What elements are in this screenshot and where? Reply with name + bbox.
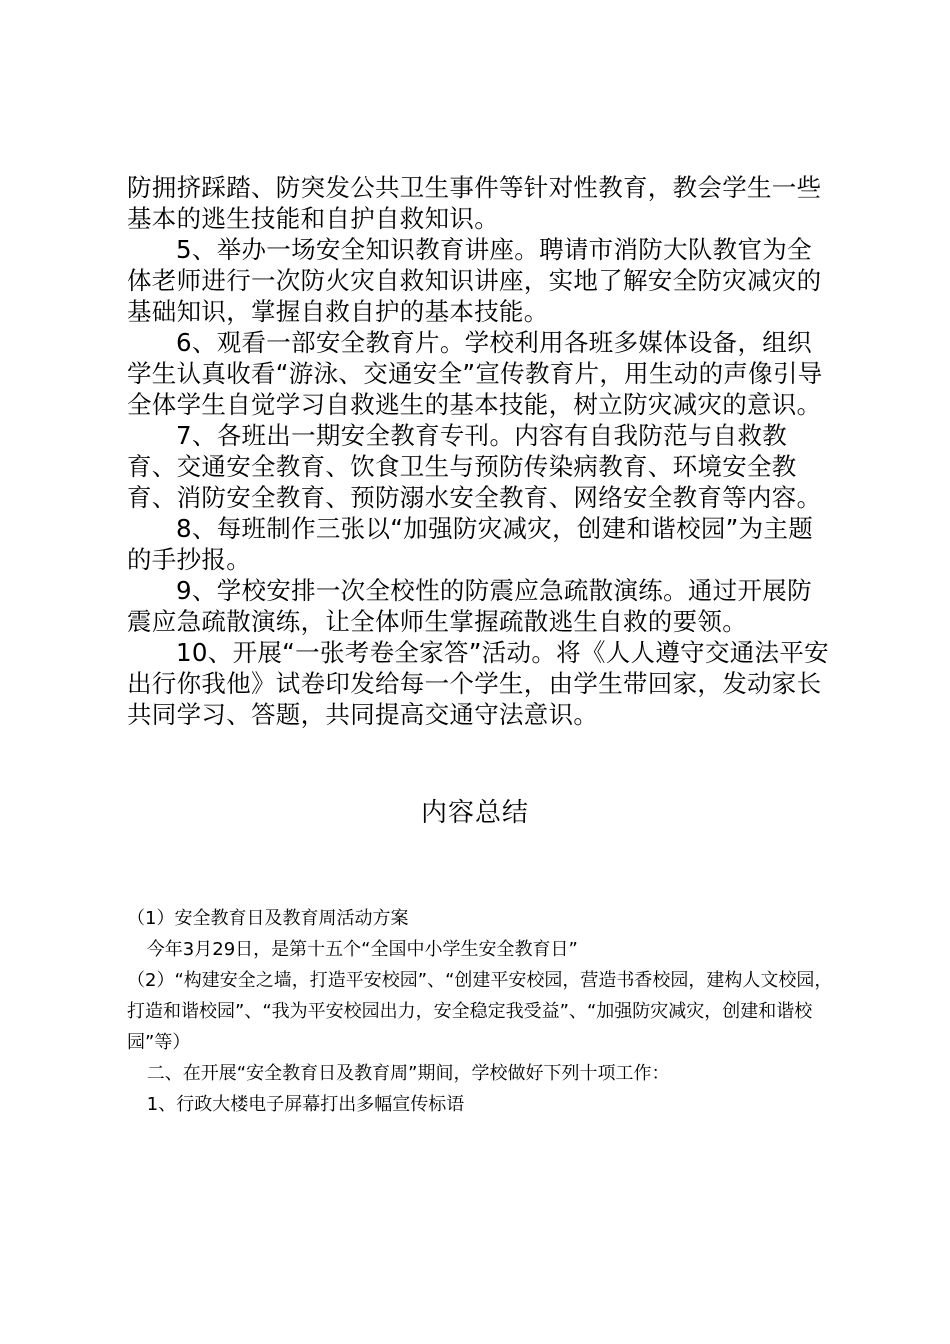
paragraph-item-8: 8、每班制作三张以“加强防灾减灾，创建和谐校园”为主题的手抄报。 bbox=[127, 514, 814, 574]
paragraph-item-9: 9、学校安排一次全校性的防震应急疏散演练。通过开展防震应急疏散演练，让全体师生掌握疏散逃生自救的要领。 bbox=[127, 576, 812, 636]
summary-line-2: 今年3月29日，是第十五个“全国中小学生安全教育日” bbox=[146, 939, 578, 960]
paragraph-item-10: 10、开展“一张考卷全家答”活动。将《人人遵守交通法平安出行你我他》试卷印发给每一个学生，由学生带回家，发动家长共同学习、答题，共同提高交通守法意识。 bbox=[127, 638, 829, 729]
summary-line-5: 1、行政大楼电子屏幕打出多幅宣传标语 bbox=[146, 1094, 465, 1115]
summary-section bbox=[127, 903, 835, 1120]
summary-line-4: 二、在开展“安全教育日及教育周”期间，学校做好下列十项工作： bbox=[146, 1063, 670, 1084]
paragraph-item-5: 5、举办一场安全知识教育讲座。聘请市消防大队教官为全体老师进行一次防火灾自救知识讲座，实地了解安全防灾减灾的基础知识，掌握自救自护的基本技能。 bbox=[127, 235, 822, 326]
paragraph-continuation: 防拥挤踩踏、防突发公共卫生事件等针对性教育，教会学生一些基本的逃生技能和自护自救知识。 bbox=[127, 173, 822, 233]
summary-line-1: （1）安全教育日及教育周活动方案 bbox=[127, 908, 409, 929]
paragraph-item-7: 7、各班出一期安全教育专刊。内容有自我防范与自救教育、交通安全教育、饮食卫生与预防传染病教育、环境安全教育、消防安全教育、预防溺水安全教育、网络安全教育等内容。 bbox=[127, 421, 822, 512]
body-text bbox=[127, 172, 835, 730]
summary-line-3: （2）“构建安全之墙，打造平安校园”、“创建平安校园，营造书香校园，建构人文校园，打造和谐校园”、“我为平安校园出力，安全稳定我受益”、“加强防灾减灾，创建和谐校园”等） bbox=[127, 970, 833, 1053]
summary-heading: 内容总结 bbox=[420, 798, 529, 828]
paragraph-item-6: 6、观看一部安全教育片。学校利用各班多媒体设备，组织学生认真收看“游泳、交通安全”宣传教育片，用生动的声像引导全体学生自觉学习自救逃生的基本技能，树立防灾减灾的意识。 bbox=[127, 328, 823, 419]
